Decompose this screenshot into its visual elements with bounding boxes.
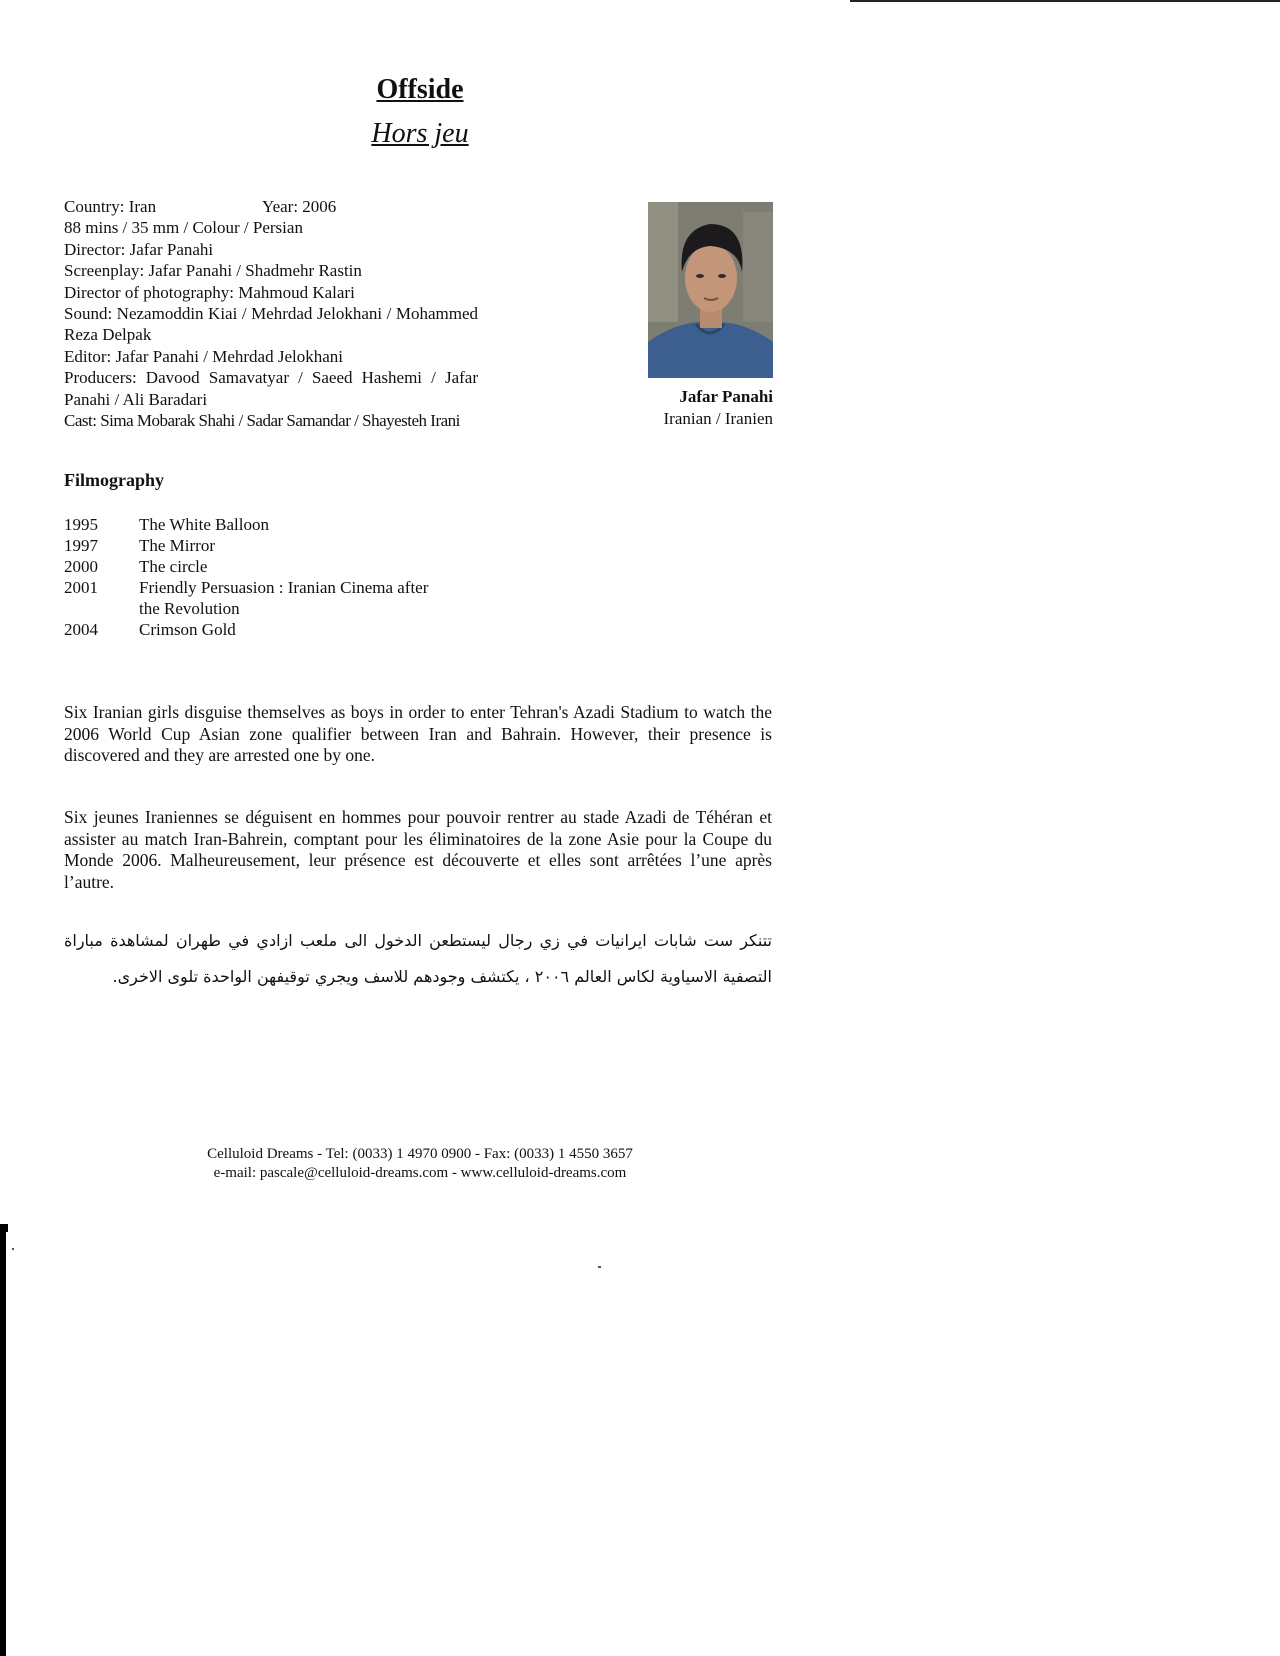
credits-screenplay: Screenplay: Jafar Panahi / Shadmehr Rastin — [64, 261, 362, 281]
list-item — [64, 577, 464, 619]
credits-country: Country: Iran — [64, 197, 157, 216]
filmography-heading: Filmography — [64, 470, 165, 490]
synopsis-english: Six Iranian girls disguise themselves as boys in order to enter Tehran's Azadi Stadium to watch the 2006 World Cup Asian zone qualifier between Iran and Bahrain. However, their presence is discovered and they are arrested one by one. — [64, 702, 772, 765]
photo-caption-nationality: Iranian / Iranien — [663, 409, 773, 428]
scan-edge-bar — [0, 1232, 6, 1656]
credits-year: Year: 2006 — [262, 197, 337, 216]
filmography-list — [64, 514, 464, 640]
filmography-title: The Mirror — [139, 536, 216, 555]
filmography-year: 2000 — [64, 557, 98, 576]
footer-contact-email: e-mail: pascale@celluloid-dreams.com - www.celluloid-dreams.com — [213, 1165, 627, 1181]
scan-edge-line — [850, 0, 1280, 2]
credits-block — [64, 196, 478, 431]
credits-producers: Producers: Davood Samavatyar / Saeed Hashemi / Jafar Panahi / Ali Baradari — [64, 368, 478, 409]
synopsis-french: Six jeunes Iraniennes se déguisent en hommes pour pouvoir rentrer au stade Azadi de Téhéran et assister au match Iran-Bahrein, comptant pour les éliminatoires de la zone Asie pour la Coupe du Monde 2006. Malheureusement, leur présence est découverte et elles sont arrêtées l’une après l’autre. — [64, 807, 772, 892]
filmography-title: The White Balloon — [139, 515, 269, 534]
credits-cast: Cast: Sima Mobarak Shahi / Sadar Samandar / Shayesteh Irani — [64, 411, 460, 431]
list-item — [64, 514, 464, 535]
credits-director: Director: Jafar Panahi — [64, 239, 214, 259]
photo-caption-name: Jafar Panahi — [679, 387, 773, 406]
credits-sound: Sound: Nezamoddin Kiai / Mehrdad Jelokhani / Mohammed Reza Delpak — [64, 304, 478, 345]
list-item — [64, 556, 464, 577]
scan-speck — [12, 1248, 14, 1250]
scan-speck — [598, 1266, 601, 1268]
filmography-title: The circle — [139, 557, 208, 576]
synopsis-arabic: تتنكر ست شابات ايرانيات في زي رجال ليستطعن الدخول الى ملعب ازادي في طهران لمشاهدة مباراة التصفية الاسياوية لكاس العالم ٢٠٠٦ ، يكتشف وجودهم للاسف ويجري توقيفهن الواحدة تلوى الاخرى. — [64, 931, 772, 986]
filmography-year: 2001 — [64, 578, 98, 597]
filmography-title: Crimson Gold — [139, 620, 236, 639]
list-item — [64, 535, 464, 556]
filmography-year: 1997 — [64, 536, 98, 555]
scan-edge-mark — [0, 1224, 8, 1232]
credits-photography: Director of photography: Mahmoud Kalari — [64, 282, 355, 302]
credits-editor: Editor: Jafar Panahi / Mehrdad Jelokhani — [64, 346, 344, 366]
footer-contact-phone: Celluloid Dreams - Tel: (0033) 1 4970 0900 - Fax: (0033) 1 4550 3657 — [207, 1146, 633, 1162]
filmography-title: Friendly Persuasion : Iranian Cinema after the Revolution — [139, 578, 429, 618]
director-portrait-photo — [648, 202, 773, 378]
credits-specs: 88 mins / 35 mm / Colour / Persian — [64, 218, 303, 238]
filmography-year: 2004 — [64, 620, 98, 639]
film-title-french: Hors jeu — [371, 118, 469, 149]
film-title-english: Offside — [376, 74, 464, 105]
filmography-year: 1995 — [64, 515, 98, 534]
list-item — [64, 619, 464, 640]
credits-country-year — [64, 196, 478, 217]
